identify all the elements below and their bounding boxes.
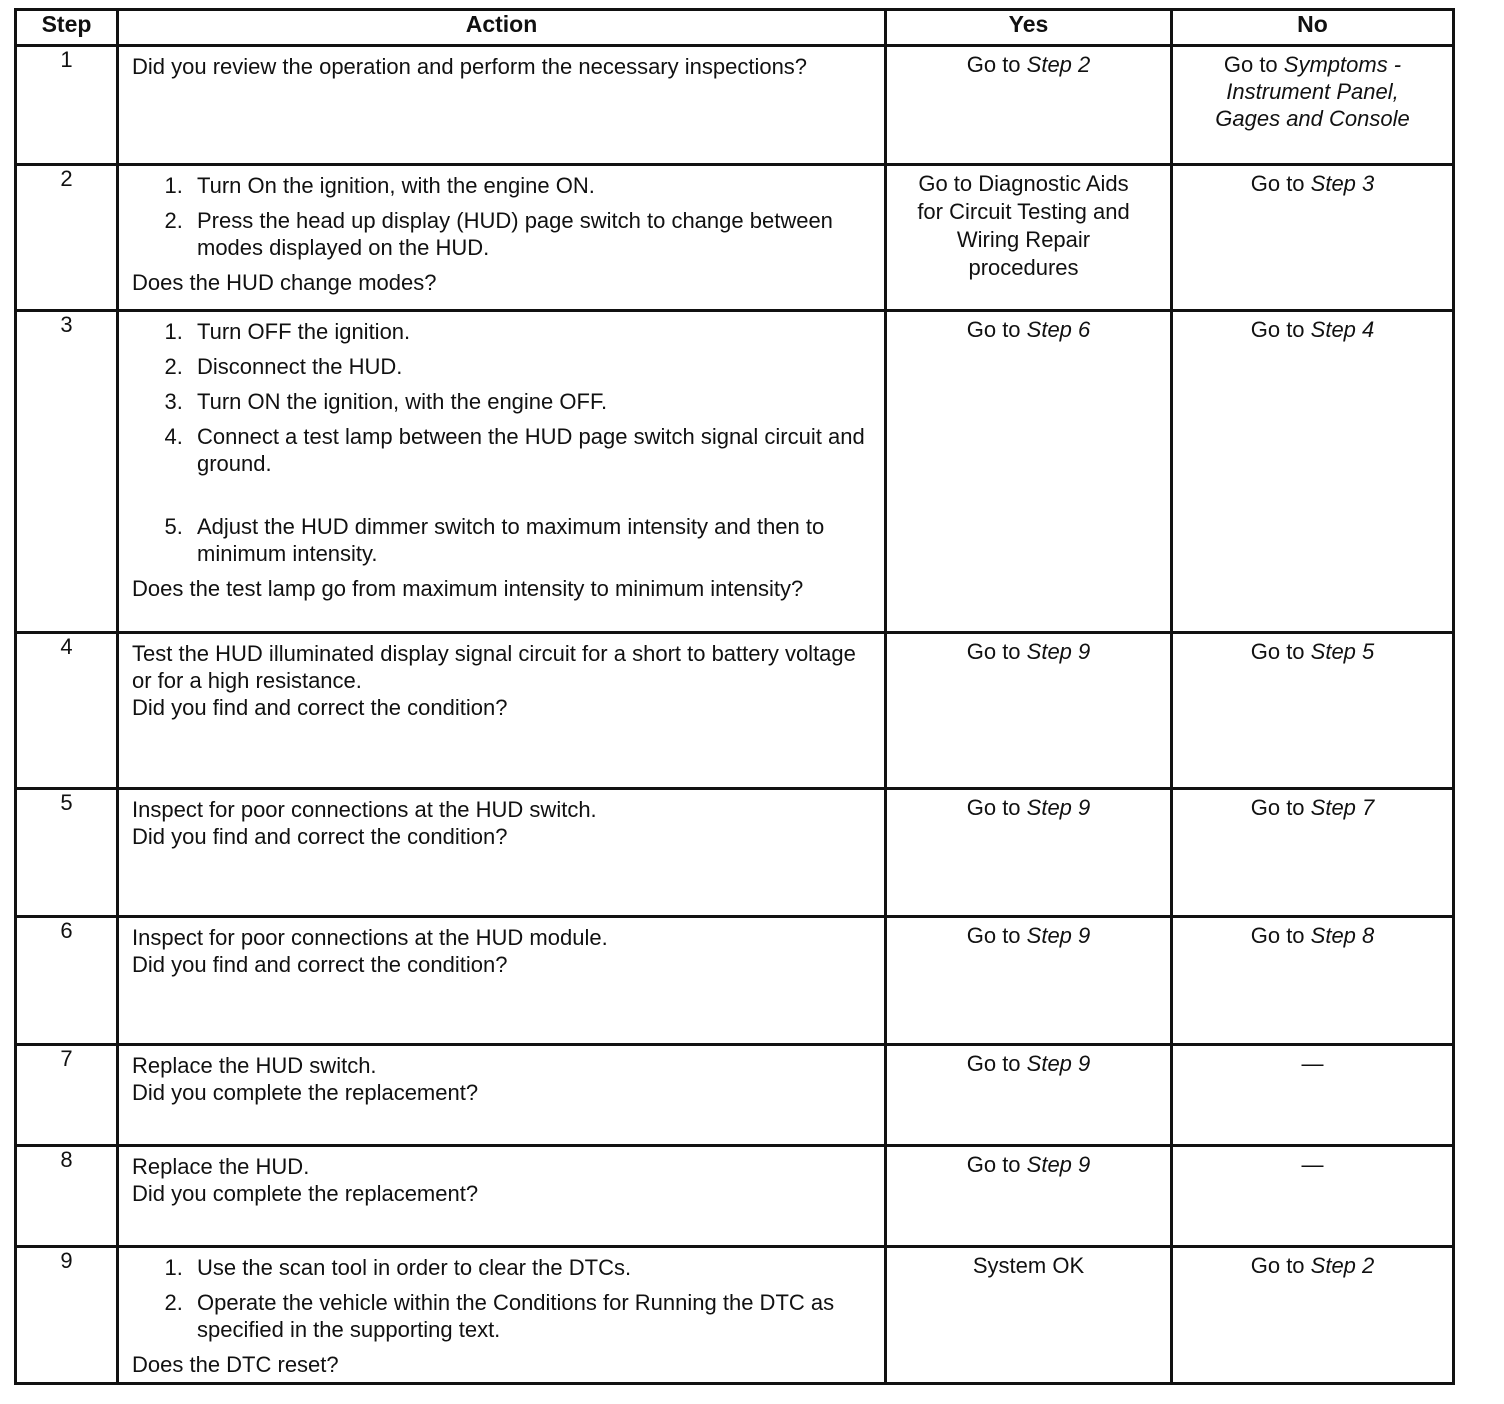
- action-text: Inspect for poor connections at the HUD switch.: [132, 797, 597, 822]
- action-question: Did you complete the replacement?: [132, 1181, 479, 1206]
- yes-cell: [886, 165, 1172, 311]
- no-cell: [1172, 165, 1454, 311]
- step-number: 9: [16, 1247, 118, 1384]
- action-cell: [118, 46, 886, 165]
- no-result[interactable]: [1179, 316, 1446, 343]
- no-cell: [1172, 1045, 1454, 1146]
- no-result[interactable]: [1179, 1252, 1446, 1279]
- yes-prefix: Go to: [966, 639, 1027, 664]
- action-question: Did you find and correct the condition?: [132, 824, 508, 849]
- yes-link[interactable]: Step 2: [1026, 52, 1091, 77]
- no-result[interactable]: [1179, 170, 1446, 197]
- yes-cell: [886, 789, 1172, 917]
- no-link[interactable]: Symptoms - Instrument Panel, Gages and Console: [1215, 52, 1410, 131]
- step-number: 1: [16, 46, 118, 165]
- yes-prefix: Go to: [966, 52, 1027, 77]
- table-row: [16, 46, 1454, 165]
- yes-result[interactable]: [893, 316, 1164, 343]
- table-row: [16, 1146, 1454, 1247]
- action-question: Did you find and correct the condition?: [132, 952, 508, 977]
- no-link[interactable]: Step 8: [1310, 923, 1375, 948]
- yes-link[interactable]: Step 9: [1026, 639, 1091, 664]
- step-number: 5: [16, 789, 118, 917]
- action-cell: [118, 633, 886, 789]
- table-row: [16, 1045, 1454, 1146]
- no-result[interactable]: [1179, 794, 1446, 821]
- action-step: 1. Turn OFF the ignition.: [189, 318, 874, 345]
- yes-prefix: Go to: [966, 317, 1027, 342]
- yes-link[interactable]: Step 9: [1026, 795, 1091, 820]
- action-text: Replace the HUD.: [132, 1154, 310, 1179]
- action-cell: [118, 917, 886, 1045]
- no-dash: —: [1301, 1051, 1324, 1076]
- action-cell: [118, 789, 886, 917]
- yes-link[interactable]: Step 6: [1026, 317, 1091, 342]
- no-result[interactable]: [1179, 51, 1446, 132]
- no-prefix: Go to: [1250, 795, 1311, 820]
- yes-cell: [886, 1146, 1172, 1247]
- action-step: 1. Turn On the ignition, with the engine ON.: [189, 172, 874, 199]
- yes-prefix: Go to: [966, 1152, 1027, 1177]
- no-link[interactable]: Step 3: [1310, 171, 1375, 196]
- action-step: 2. Press the head up display (HUD) page switch to change between modes displayed on the HUD.: [189, 207, 874, 261]
- yes-cell: [886, 1247, 1172, 1384]
- yes-result[interactable]: [893, 51, 1164, 78]
- action-cell: [118, 165, 886, 311]
- yes-result[interactable]: [893, 922, 1164, 949]
- no-link[interactable]: Step 5: [1310, 639, 1375, 664]
- no-prefix: Go to: [1250, 317, 1311, 342]
- yes-prefix: Go to: [966, 795, 1027, 820]
- no-result[interactable]: [1179, 638, 1446, 665]
- action-text: Test the HUD illuminated display signal circuit for a short to battery voltage or for a high resistance.: [132, 641, 856, 693]
- table-row: [16, 789, 1454, 917]
- header-row: [16, 10, 1454, 46]
- no-prefix: Go to: [1250, 1253, 1311, 1278]
- no-link[interactable]: Step 4: [1310, 317, 1375, 342]
- no-prefix: Go to: [1250, 171, 1311, 196]
- yes-result[interactable]: [893, 1050, 1164, 1077]
- action-question: Does the DTC reset?: [132, 1352, 339, 1377]
- header-yes: Yes: [886, 10, 1172, 46]
- step-number: 2: [16, 165, 118, 311]
- action-steps: [132, 1254, 874, 1351]
- action-cell: [118, 1146, 886, 1247]
- action-question: Does the test lamp go from maximum intensity to minimum intensity?: [132, 576, 804, 601]
- header-step: Step: [16, 10, 118, 46]
- action-step: 2. Operate the vehicle within the Conditions for Running the DTC as specified in the supporting text.: [189, 1289, 874, 1343]
- yes-cell: [886, 311, 1172, 633]
- yes-cell: [886, 633, 1172, 789]
- no-cell: [1172, 633, 1454, 789]
- action-question: Did you complete the replacement?: [132, 1080, 479, 1105]
- table-row: [16, 165, 1454, 311]
- action-cell: [118, 1045, 886, 1146]
- yes-result[interactable]: [893, 794, 1164, 821]
- yes-cell: [886, 1045, 1172, 1146]
- yes-cell: [886, 917, 1172, 1045]
- header-action: Action: [118, 10, 886, 46]
- no-cell: [1172, 789, 1454, 917]
- action-steps: [132, 318, 874, 575]
- step-number: 3: [16, 311, 118, 633]
- no-link[interactable]: Step 7: [1310, 795, 1375, 820]
- action-text: Did you review the operation and perform the necessary inspections?: [132, 54, 808, 79]
- action-step: 3. Turn ON the ignition, with the engine OFF.: [189, 388, 874, 415]
- no-prefix: Go to: [1250, 639, 1311, 664]
- action-step: 1. Use the scan tool in order to clear the DTCs.: [189, 1254, 874, 1281]
- step-number: 6: [16, 917, 118, 1045]
- yes-result[interactable]: [893, 638, 1164, 665]
- no-link[interactable]: Step 2: [1310, 1253, 1375, 1278]
- header-no: No: [1172, 10, 1454, 46]
- table-row: [16, 1247, 1454, 1384]
- no-cell: [1172, 311, 1454, 633]
- action-question: Does the HUD change modes?: [132, 270, 437, 295]
- step-number: 8: [16, 1146, 118, 1247]
- yes-result[interactable]: [893, 1151, 1164, 1178]
- no-cell: [1172, 917, 1454, 1045]
- no-dash: —: [1301, 1152, 1324, 1177]
- no-prefix: Go to: [1223, 52, 1284, 77]
- action-step: 5. Adjust the HUD dimmer switch to maximum intensity and then to minimum intensity.: [189, 513, 874, 567]
- yes-cell: [886, 46, 1172, 165]
- yes-link[interactable]: Step 9: [1026, 1051, 1091, 1076]
- table-row: [16, 917, 1454, 1045]
- action-text: Inspect for poor connections at the HUD module.: [132, 925, 608, 950]
- yes-prefix: Go to: [966, 923, 1027, 948]
- no-cell: [1172, 46, 1454, 165]
- yes-result[interactable]: System OK: [972, 1253, 1085, 1278]
- action-text: Replace the HUD switch.: [132, 1053, 377, 1078]
- action-cell: [118, 1247, 886, 1384]
- action-step: 2. Disconnect the HUD.: [189, 353, 874, 380]
- action-steps: [132, 172, 874, 269]
- yes-link[interactable]: Step 9: [1026, 923, 1091, 948]
- table-row: [16, 311, 1454, 633]
- yes-prefix: Go to: [966, 1051, 1027, 1076]
- yes-link[interactable]: Step 9: [1026, 1152, 1091, 1177]
- diagnostic-table: [14, 8, 1455, 1385]
- yes-result[interactable]: Go to Diagnostic Aids for Circuit Testing and Wiring Repair procedures: [917, 171, 1130, 280]
- action-question: Did you find and correct the condition?: [132, 695, 508, 720]
- no-prefix: Go to: [1250, 923, 1311, 948]
- step-number: 7: [16, 1045, 118, 1146]
- step-number: 4: [16, 633, 118, 789]
- no-cell: [1172, 1247, 1454, 1384]
- action-step: 4. Connect a test lamp between the HUD page switch signal circuit and ground.: [189, 423, 874, 477]
- table-row: [16, 633, 1454, 789]
- no-result[interactable]: [1179, 922, 1446, 949]
- action-cell: [118, 311, 886, 633]
- no-cell: [1172, 1146, 1454, 1247]
